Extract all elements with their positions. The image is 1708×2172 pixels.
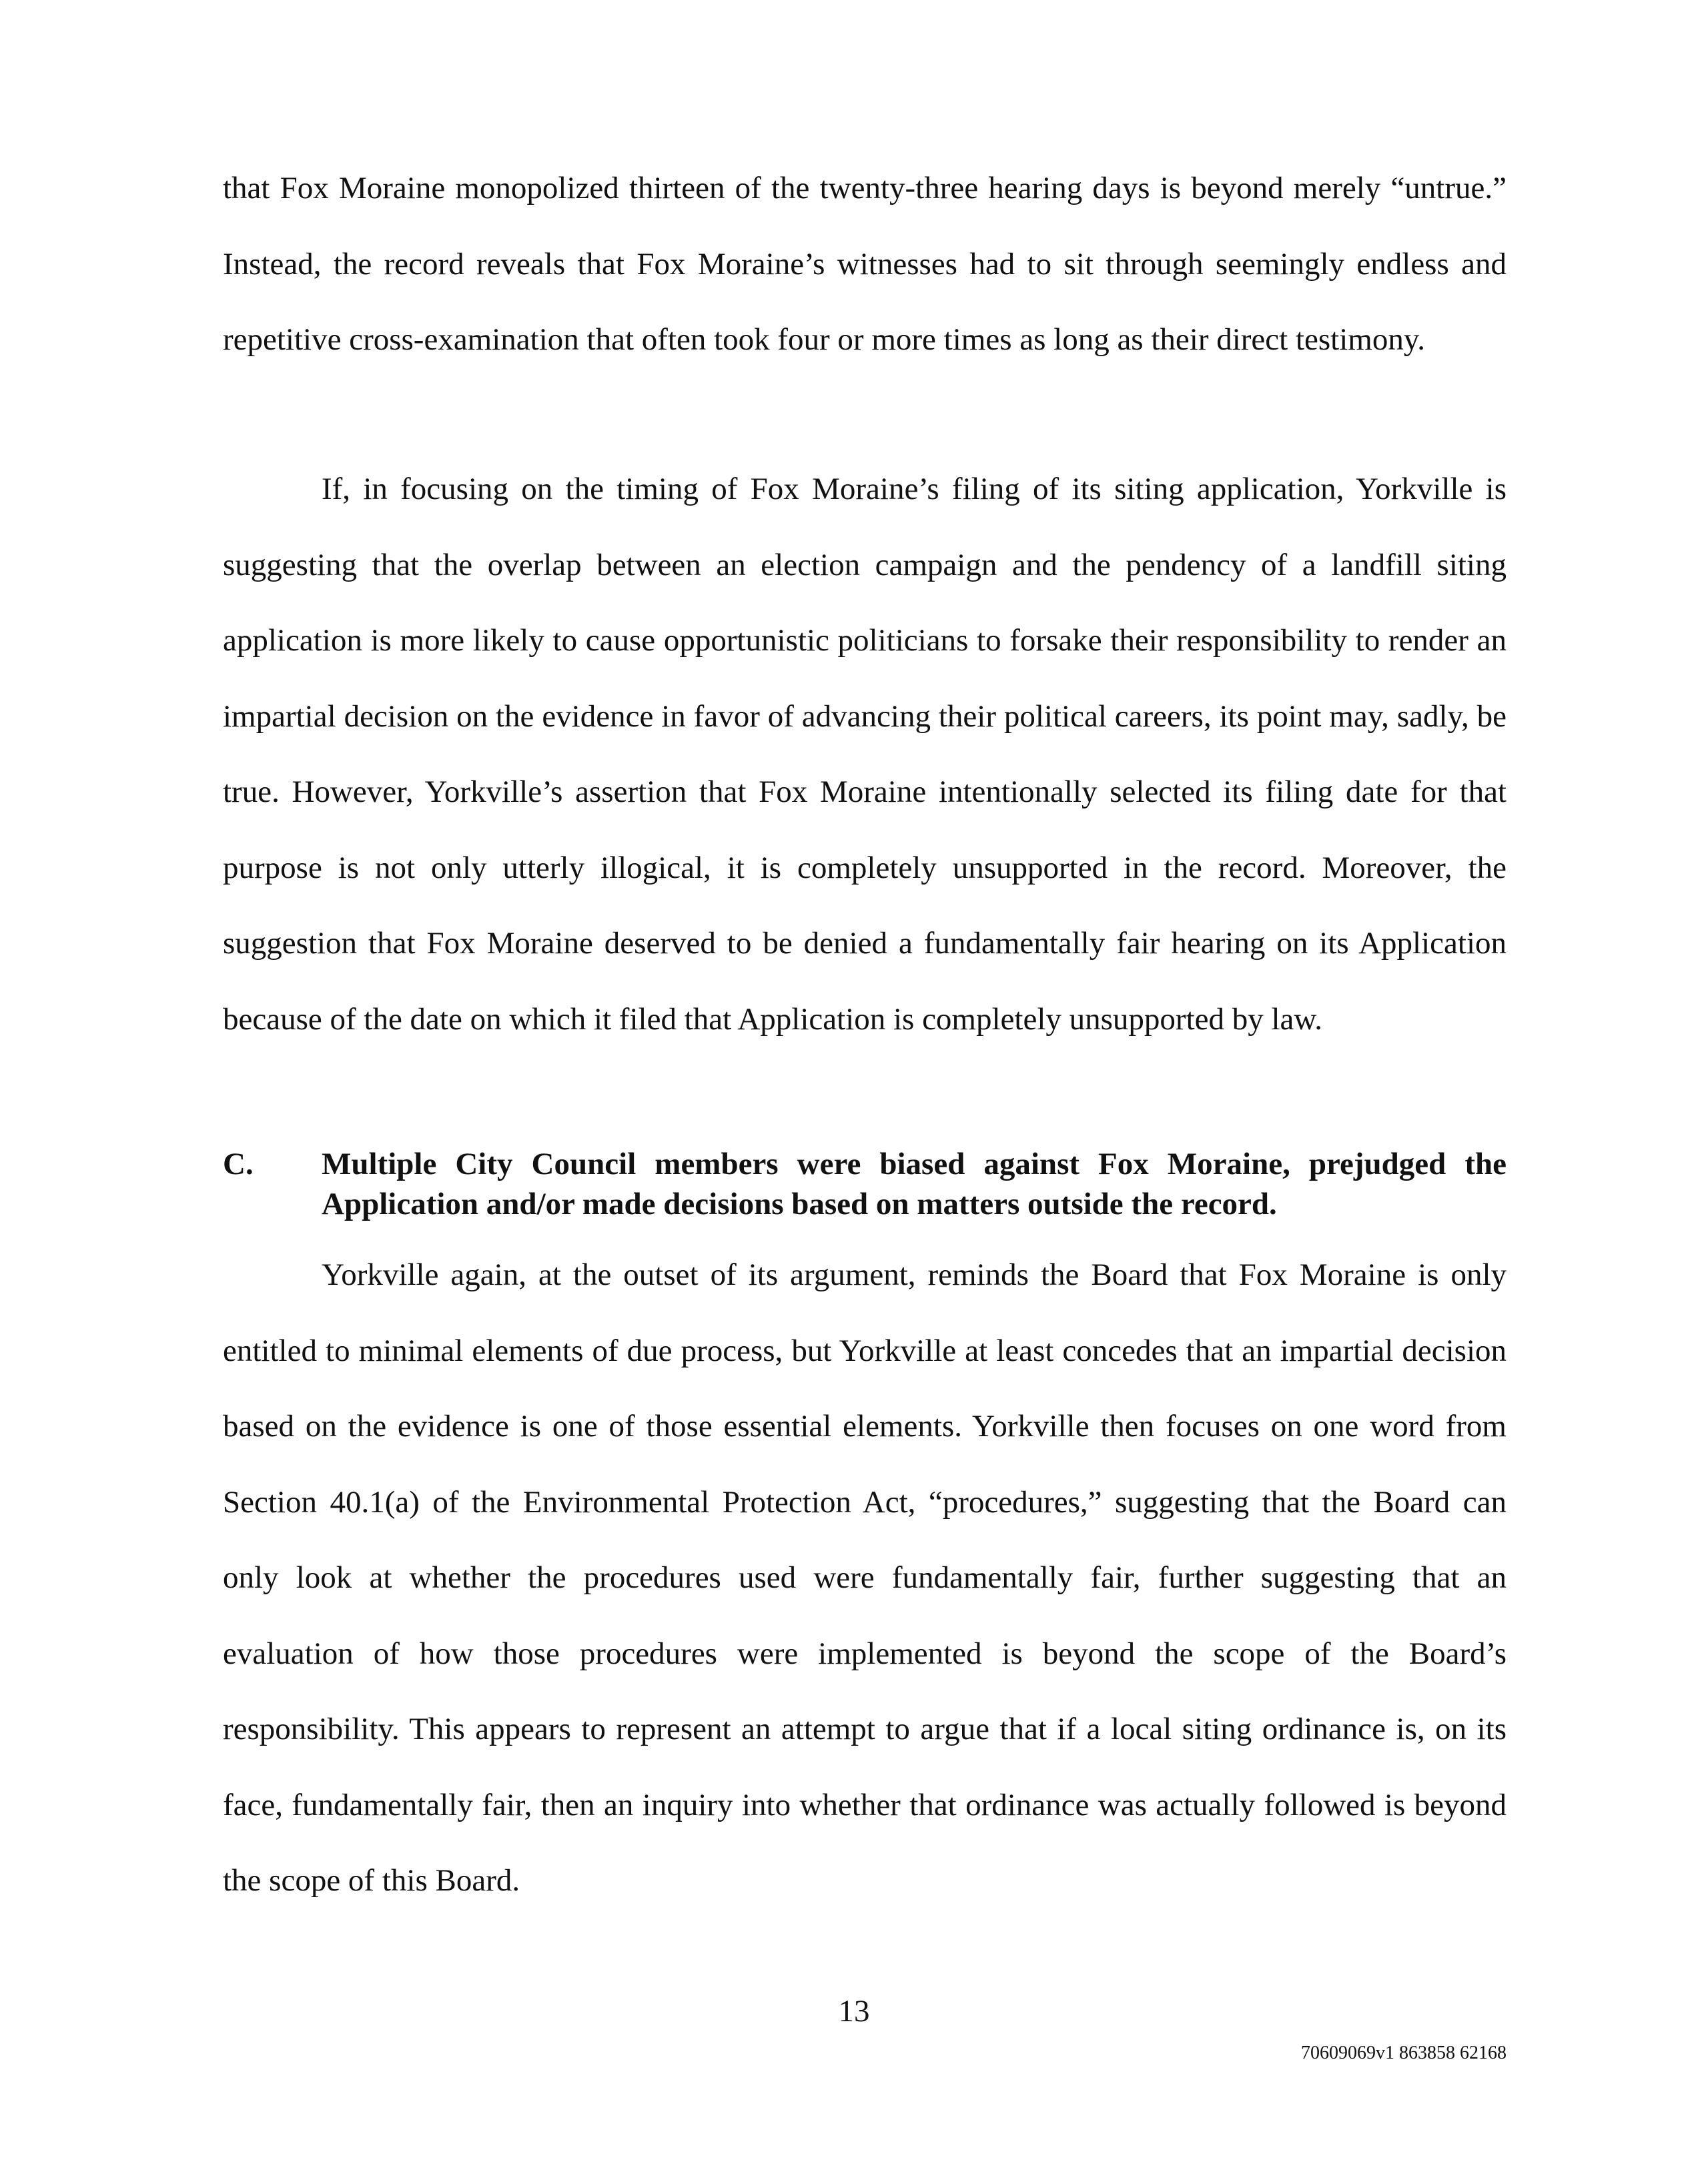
paragraph-continued: that Fox Moraine monopolized thirteen of the twenty-three hearing days is beyond merely “untrue.” Instead, the record reveals that Fox Moraine’s witnesses had to sit through seemingly endless and repetitive cross-examination that often took four or more times as long as their direct testimony.: [223, 171, 1507, 357]
page-number: 13: [838, 1994, 870, 2029]
section-heading: [223, 1144, 1507, 1224]
paragraph-timing-argument: If, in focusing on the timing of Fox Moraine’s filing of its siting application, Yorkville is suggesting that the overlap between an election campaign and the pendency of a landfill siting application is more likely to cause opportunistic politicians to forsake their responsibility to render an impartial decision on the evidence in favor of advancing their political careers, its point may, sadly, be true. However, Yorkville’s assertion that Fox Moraine intentionally selected its filing date for that purpose is not only utterly illogical, it is completely unsupported in the record. Moreover, the suggestion that Fox Moraine deserved to be denied a fundamentally fair hearing on its Application because of the date on which it filed that Application is completely unsupported by law.: [223, 472, 1507, 1037]
section-heading-letter: C.: [223, 1147, 254, 1181]
section-heading-text: Multiple City Council members were biased against Fox Moraine, prejudged the Application and/or made decisions based on matters outside the record.: [322, 1147, 1507, 1221]
document-id: 70609069v1 863858 62168: [1301, 2043, 1507, 2063]
paragraph-due-process: Yorkville again, at the outset of its argument, reminds the Board that Fox Moraine is only entitled to minimal elements of due process, but Yorkville at least concedes that an impartial decision based on the evidence is one of those essential elements. Yorkville then focuses on one word from Section 40.1(a) of the Environmental Protection Act, “procedures,” suggesting that the Board can only look at whether the procedures used were fundamentally fair, further suggesting that an evaluation of how those procedures were implemented is beyond the scope of the Board’s responsibility. This appears to represent an attempt to argue that if a local siting ordinance is, on its face, fundamentally fair, then an inquiry into whether that ordinance was actually followed is beyond the scope of this Board.: [223, 1257, 1507, 1898]
